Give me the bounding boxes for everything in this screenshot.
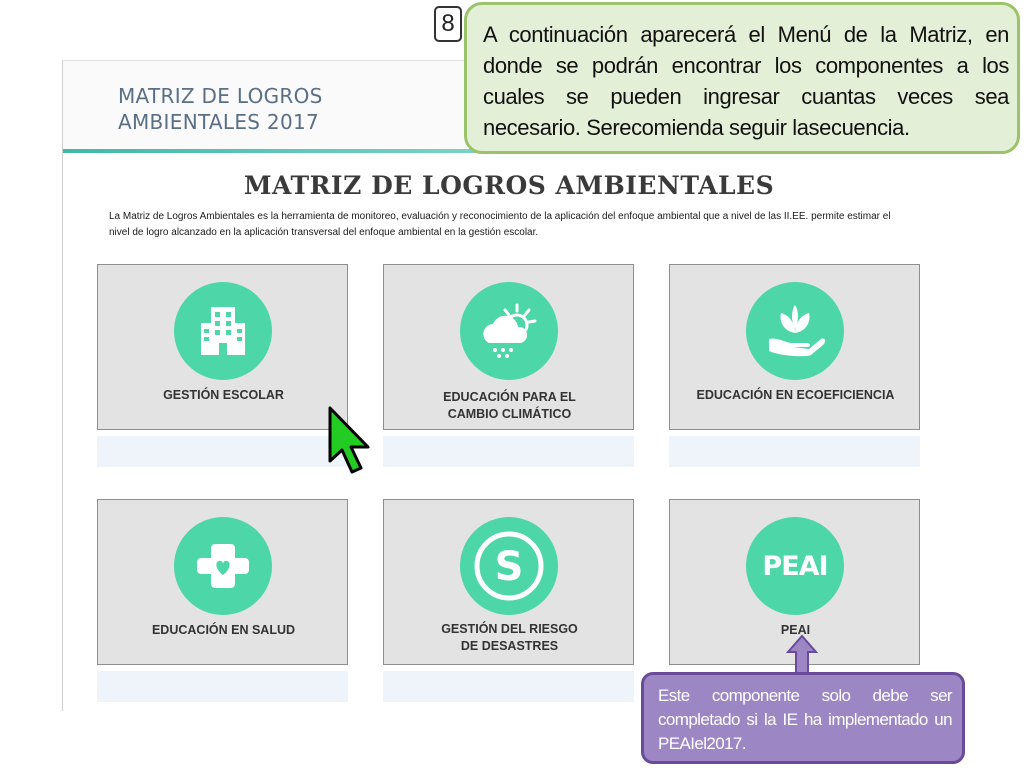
building-icon [174,282,272,380]
svg-text:S: S [494,544,524,590]
intro-text: La Matriz de Logros Ambientales es la herramienta de monitoreo, evaluación y reconocimiento de la aplicación del enfoque ambiental que a nivel de las II.EE. permite estimar el nivel de logro alcanzado en la aplicación transversal del enfoque ambiental en la gestión escolar. [109,211,891,238]
mouse-pointer-icon [327,405,373,475]
plant-hand-icon [746,282,844,380]
app-title-line1: MATRIZ DE LOGROS [118,84,323,108]
card-label: GESTIÓN ESCOLAR [163,388,284,402]
step-number-badge: 8 [434,6,462,42]
menu-card-salud[interactable] [97,499,348,665]
menu-card-ecoeficiencia[interactable] [669,264,920,430]
card-label: EDUCACIÓN EN ECOEFICIENCIA [696,388,895,402]
peai-note-text: Este componente solo debe ser completado si la IE ha implementado un PEAIel2017. [658,686,952,753]
app-title [118,83,378,135]
card-status-strip [383,436,634,467]
page-title: MATRIZ DE LOGROS AMBIENTALES [243,171,775,200]
health-cross-icon [174,517,272,615]
step-callout-text: A continuación aparecerá el Menú de la Matriz, en donde se podrán encontrar los componentes a los cuales se pueden ingresar cuantas veces sea necesario. Serecomienda seguir lasecuencia. [483,22,1009,140]
card-label: PEAI [780,623,811,637]
card-status-strip [97,671,348,702]
menu-card-riesgo-desastres[interactable] [383,499,634,665]
menu-card-gestion-escolar[interactable] [97,264,348,430]
arrow-up-icon [786,634,818,676]
app-title-line2: AMBIENTALES 2017 [118,110,320,134]
card-status-strip [383,671,634,702]
peai-note-callout [641,672,965,764]
card-status-strip [669,436,920,467]
step-callout [464,2,1020,154]
peai-icon: PEAI [746,517,844,615]
card-label: EDUCACIÓN PARA EL CAMBIO CLIMÁTICO [443,390,576,421]
app-screenshot [62,60,955,711]
menu-card-cambio-climatico[interactable] [383,264,634,430]
card-label: GESTIÓN DEL RIESGO DE DESASTRES [441,622,578,653]
s-badge-icon [460,517,558,615]
card-label: EDUCACIÓN EN SALUD [151,623,296,637]
weather-icon [460,282,558,380]
card-status-strip [97,436,348,467]
